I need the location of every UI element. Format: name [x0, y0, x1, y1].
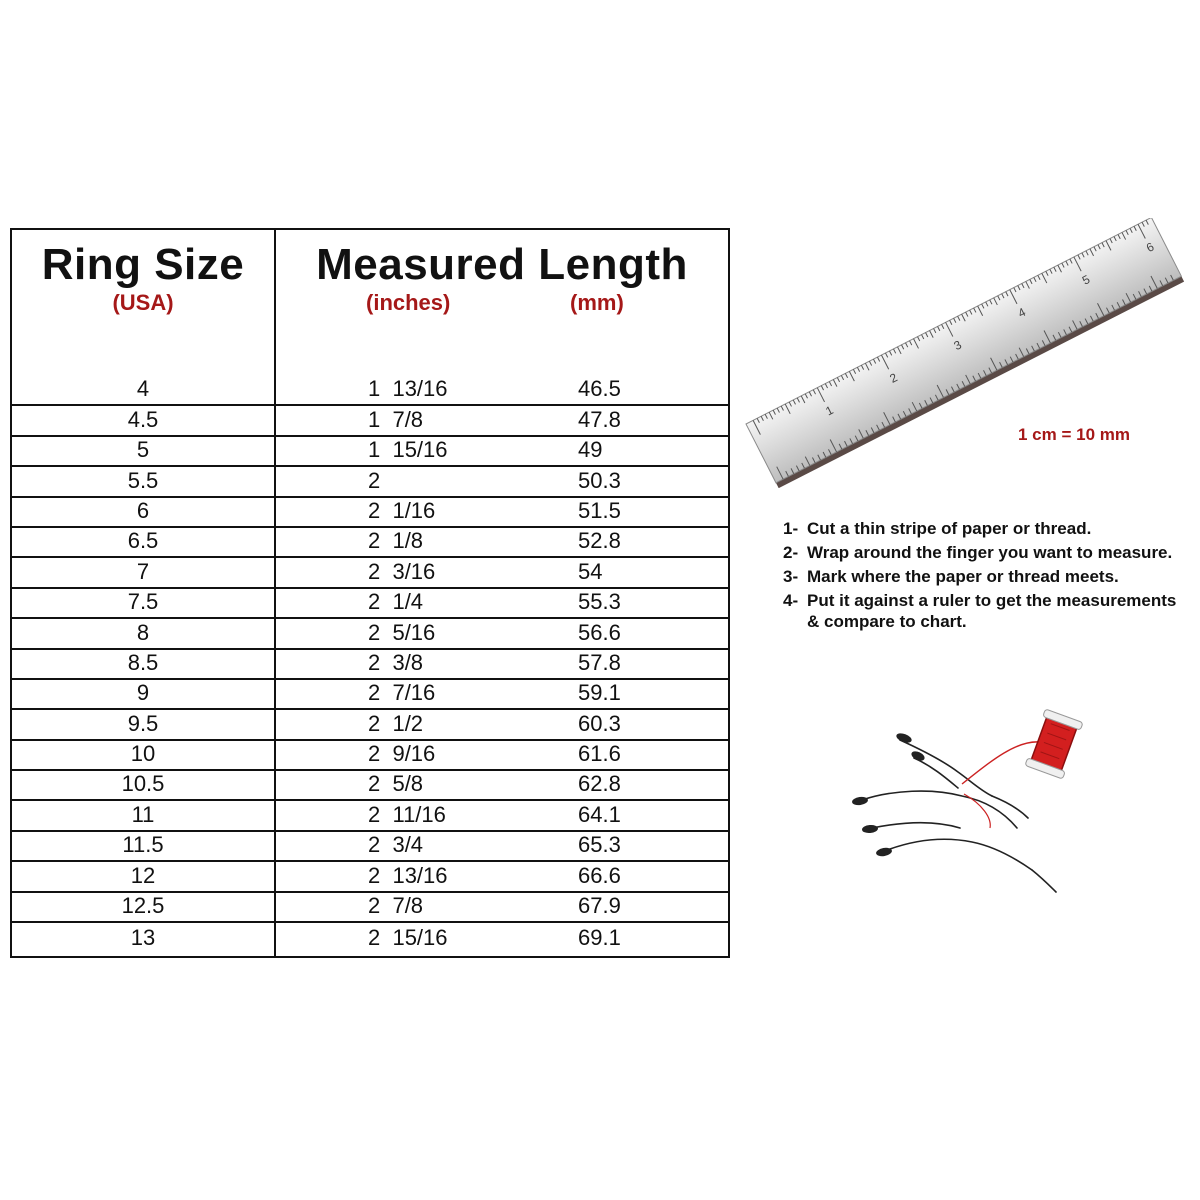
instruction-step	[783, 590, 1193, 632]
inches-cell: 2 7/16	[368, 680, 436, 706]
table-row	[12, 589, 728, 619]
step-number: 3-	[783, 567, 799, 586]
table-row	[12, 923, 728, 953]
inches-cell: 2 1/16	[368, 497, 436, 523]
ring-size-cell: 9	[136, 680, 150, 706]
table-row	[12, 467, 728, 497]
ring-size-cell: 4	[136, 376, 150, 402]
ring-size-cell: 11.5	[122, 832, 164, 858]
measured-length-title: Measured Length	[316, 240, 688, 289]
chart-rows	[12, 378, 728, 953]
table-row	[12, 558, 728, 588]
inches-cell: 2 15/16	[368, 925, 448, 951]
chart-header	[12, 230, 728, 378]
mm-cell: 55.3	[578, 589, 621, 615]
inches-cell: 2 5/8	[368, 771, 424, 797]
inches-cell: 1 15/16	[368, 437, 448, 463]
mm-cell: 47.8	[578, 406, 621, 432]
ring-size-cell: 4.5	[127, 406, 159, 432]
inches-cell: 1 13/16	[368, 376, 448, 402]
mm-cell: 49	[578, 437, 603, 463]
mm-cell: 66.6	[578, 862, 621, 888]
inches-cell: 2 7/8	[368, 893, 424, 919]
mm-cell: 67.9	[578, 893, 621, 919]
ring-size-cell: 6	[136, 497, 150, 523]
instruction-steps	[783, 518, 1193, 635]
ring-size-chart	[10, 228, 730, 958]
mm-cell: 57.8	[578, 649, 621, 675]
mm-cell: 64.1	[578, 801, 621, 827]
mm-cell: 50.3	[578, 467, 621, 493]
mm-cell: 52.8	[578, 528, 621, 554]
mm-unit: (mm)	[570, 290, 624, 315]
table-row	[12, 862, 728, 892]
table-row	[12, 528, 728, 558]
ring-size-cell: 7	[136, 558, 150, 584]
ring-size-cell: 5.5	[127, 467, 159, 493]
mm-cell: 69.1	[578, 925, 621, 951]
mm-cell: 46.5	[578, 376, 621, 402]
table-row	[12, 650, 728, 680]
table-row	[12, 680, 728, 710]
mm-cell: 65.3	[578, 832, 621, 858]
ring-size-cell: 12.5	[121, 893, 165, 919]
mm-cell: 54	[578, 558, 603, 584]
table-row	[12, 619, 728, 649]
inches-cell: 2 13/16	[368, 862, 448, 888]
ruler-inch-label: 1	[823, 402, 836, 419]
step-text: Wrap around the finger you want to measure.	[807, 543, 1173, 562]
inches-cell: 2	[368, 467, 381, 493]
ring-size-cell: 12	[130, 862, 156, 888]
table-row	[12, 437, 728, 467]
instruction-step	[783, 518, 1193, 539]
inches-cell: 1 7/8	[368, 406, 424, 432]
mm-cell: 62.8	[578, 771, 621, 797]
ring-size-cell: 11	[131, 801, 155, 827]
inches-cell: 2 11/16	[368, 801, 446, 827]
step-text: Mark where the paper or thread meets.	[807, 567, 1119, 586]
ring-size-cell: 13	[130, 925, 156, 951]
table-row	[12, 832, 728, 862]
step-text: Cut a thin stripe of paper or thread.	[807, 519, 1092, 538]
ring-size-cell: 7.5	[127, 589, 159, 615]
inches-cell: 2 9/16	[368, 741, 436, 767]
ring-size-cell: 5	[136, 437, 150, 463]
mm-cell: 56.6	[578, 619, 621, 645]
table-row	[12, 378, 728, 406]
inches-cell: 2 1/8	[368, 528, 424, 554]
ring-size-title: Ring Size	[41, 240, 245, 289]
step-text: Put it against a ruler to get the measurements & compare to chart.	[807, 591, 1177, 631]
instruction-step	[783, 566, 1193, 587]
scale-note: 1 cm = 10 mm	[1018, 425, 1130, 444]
instruction-step	[783, 542, 1193, 563]
mm-cell: 51.5	[578, 497, 621, 523]
hand-with-thread-spool-icon	[842, 700, 1102, 900]
inches-cell: 2 1/4	[368, 589, 424, 615]
inches-cell: 2 3/8	[368, 649, 424, 675]
step-number: 4-	[783, 591, 799, 610]
ruler-inch-label: 6	[1143, 239, 1157, 256]
mm-cell: 60.3	[578, 710, 621, 736]
ring-size-cell: 10	[130, 741, 156, 767]
ruler-inch-label: 4	[1015, 304, 1029, 321]
mm-cell: 61.6	[578, 741, 621, 767]
table-row	[12, 801, 728, 831]
ruler-inch-label: 3	[951, 337, 964, 354]
ring-size-header	[12, 240, 274, 316]
table-row	[12, 406, 728, 436]
inches-cell: 2 3/4	[368, 832, 424, 858]
inches-cell: 2 5/16	[368, 619, 436, 645]
ring-size-unit: (USA)	[112, 290, 174, 315]
measured-length-header	[276, 240, 728, 320]
mm-cell: 59.1	[578, 680, 621, 706]
ring-size-cell: 10.5	[121, 771, 165, 797]
ring-size-cell: 8	[136, 619, 150, 645]
table-row	[12, 893, 728, 923]
ring-size-cell: 8.5	[127, 649, 159, 675]
table-row	[12, 771, 728, 801]
inches-cell: 2 1/2	[368, 710, 424, 736]
table-row	[12, 741, 728, 771]
ruler-inch-label: 5	[1079, 272, 1093, 288]
step-number: 2-	[783, 543, 799, 562]
ring-size-cell: 6.5	[127, 528, 159, 554]
ring-size-cell: 9.5	[127, 710, 159, 736]
ruler-icon	[742, 218, 1198, 488]
table-row	[12, 498, 728, 528]
inches-cell: 2 3/16	[368, 558, 436, 584]
step-number: 1-	[783, 519, 799, 538]
table-row	[12, 710, 728, 740]
inches-unit: (inches)	[366, 290, 451, 315]
ruler-inch-label: 2	[887, 370, 900, 386]
